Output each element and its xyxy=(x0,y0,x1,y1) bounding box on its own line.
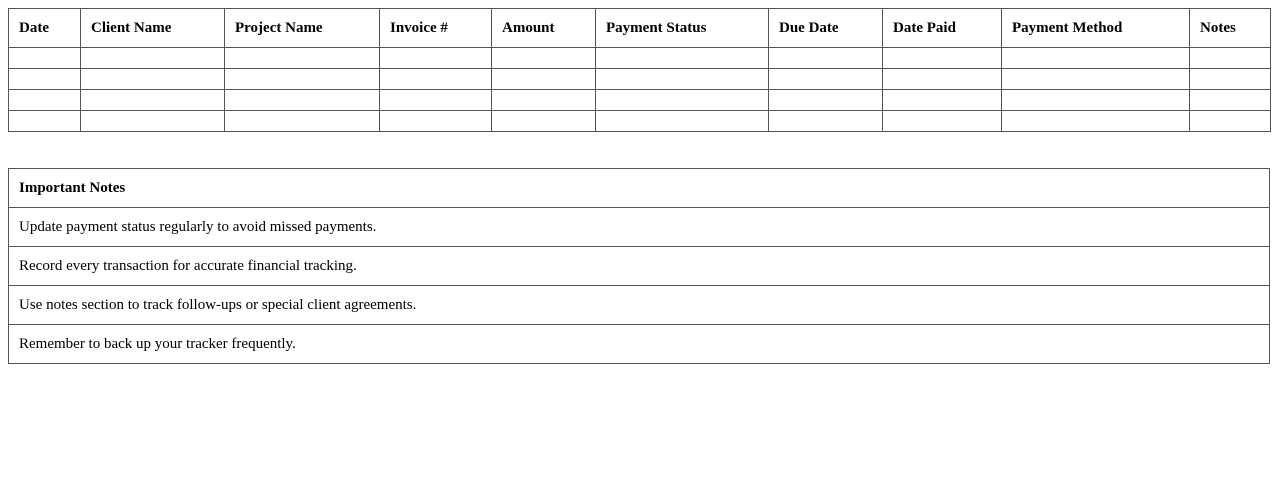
table-cell[interactable] xyxy=(1190,111,1271,132)
column-header-date: Date xyxy=(9,9,81,48)
table-cell[interactable] xyxy=(1002,111,1190,132)
payment-tracker-table xyxy=(8,8,1271,132)
note-text: Record every transaction for accurate financial tracking. xyxy=(9,247,1270,286)
table-cell[interactable] xyxy=(9,69,81,90)
table-row xyxy=(9,69,1271,90)
note-text: Use notes section to track follow-ups or special client agreements. xyxy=(9,286,1270,325)
column-header-client-name: Client Name xyxy=(81,9,225,48)
table-cell[interactable] xyxy=(1002,69,1190,90)
important-notes-table xyxy=(8,168,1270,364)
table-cell[interactable] xyxy=(883,111,1002,132)
table-cell[interactable] xyxy=(225,111,380,132)
table-cell[interactable] xyxy=(1190,90,1271,111)
table-cell[interactable] xyxy=(492,90,596,111)
table-cell[interactable] xyxy=(1190,48,1271,69)
list-item xyxy=(9,247,1270,286)
table-cell[interactable] xyxy=(380,111,492,132)
table-cell[interactable] xyxy=(81,69,225,90)
list-item xyxy=(9,208,1270,247)
table-cell[interactable] xyxy=(9,90,81,111)
column-header-notes: Notes xyxy=(1190,9,1271,48)
table-cell[interactable] xyxy=(81,90,225,111)
table-cell[interactable] xyxy=(883,48,1002,69)
table-cell[interactable] xyxy=(883,69,1002,90)
table-cell[interactable] xyxy=(492,69,596,90)
column-header-project-name: Project Name xyxy=(225,9,380,48)
table-header-row xyxy=(9,9,1271,48)
table-cell[interactable] xyxy=(596,48,769,69)
table-cell[interactable] xyxy=(492,111,596,132)
column-header-payment-status: Payment Status xyxy=(596,9,769,48)
column-header-payment-method: Payment Method xyxy=(1002,9,1190,48)
table-cell[interactable] xyxy=(1190,69,1271,90)
table-row xyxy=(9,111,1271,132)
notes-header-row xyxy=(9,169,1270,208)
column-header-amount: Amount xyxy=(492,9,596,48)
table-cell[interactable] xyxy=(380,69,492,90)
table-cell[interactable] xyxy=(9,111,81,132)
table-cell[interactable] xyxy=(883,90,1002,111)
note-text: Update payment status regularly to avoid missed payments. xyxy=(9,208,1270,247)
table-row xyxy=(9,48,1271,69)
table-cell[interactable] xyxy=(225,69,380,90)
table-row xyxy=(9,90,1271,111)
table-cell[interactable] xyxy=(225,90,380,111)
notes-title: Important Notes xyxy=(9,169,1270,208)
column-header-invoice-number: Invoice # xyxy=(380,9,492,48)
note-text: Remember to back up your tracker frequently. xyxy=(9,325,1270,364)
column-header-due-date: Due Date xyxy=(769,9,883,48)
table-cell[interactable] xyxy=(596,69,769,90)
table-cell[interactable] xyxy=(492,48,596,69)
table-cell[interactable] xyxy=(380,90,492,111)
table-cell[interactable] xyxy=(769,48,883,69)
table-cell[interactable] xyxy=(769,69,883,90)
table-cell[interactable] xyxy=(380,48,492,69)
table-cell[interactable] xyxy=(596,111,769,132)
table-cell[interactable] xyxy=(769,90,883,111)
table-cell[interactable] xyxy=(9,48,81,69)
table-cell[interactable] xyxy=(81,111,225,132)
table-cell[interactable] xyxy=(1002,48,1190,69)
table-cell[interactable] xyxy=(1002,90,1190,111)
table-cell[interactable] xyxy=(769,111,883,132)
list-item xyxy=(9,325,1270,364)
column-header-date-paid: Date Paid xyxy=(883,9,1002,48)
table-cell[interactable] xyxy=(596,90,769,111)
table-cell[interactable] xyxy=(225,48,380,69)
list-item xyxy=(9,286,1270,325)
table-cell[interactable] xyxy=(81,48,225,69)
